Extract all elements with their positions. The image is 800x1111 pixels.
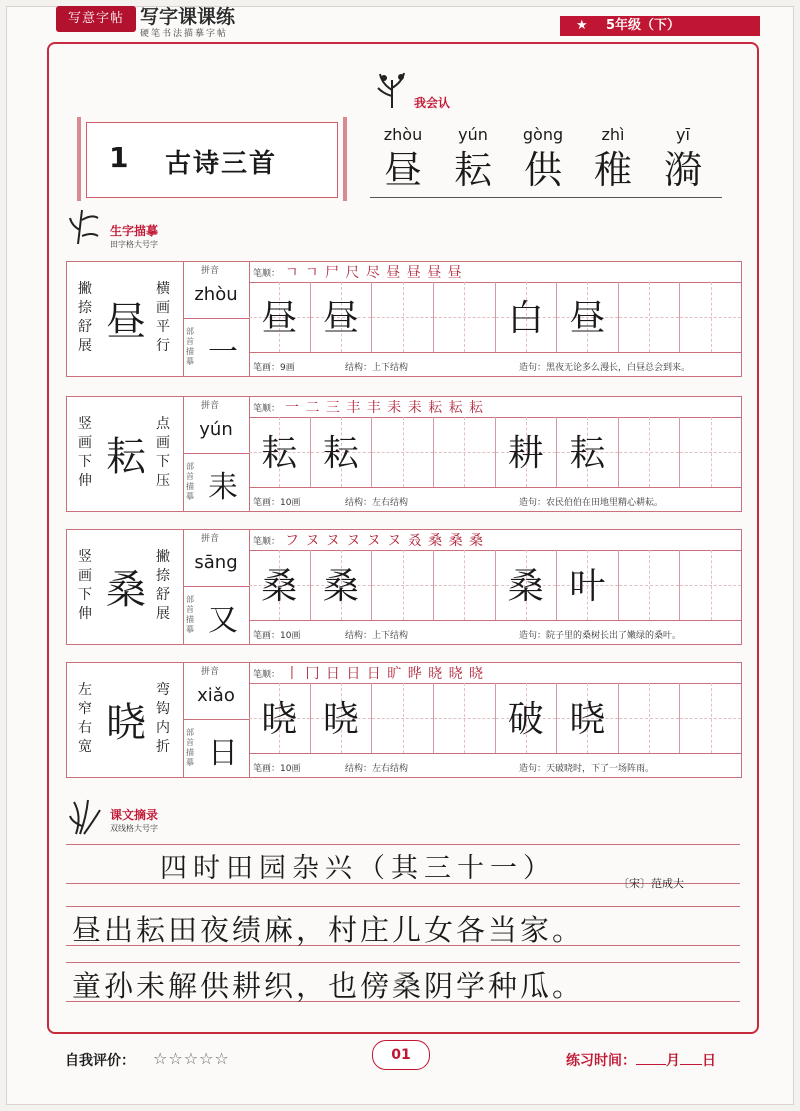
right-tip: 弯钩内折: [156, 682, 170, 755]
poem-author: 〔宋〕范成大: [618, 877, 684, 890]
stroke-tip-col: [67, 530, 184, 644]
radical-value: 耒: [208, 470, 238, 505]
poem-line: 童孙未解供耕织，也傍桑阴学种瓜。: [72, 969, 585, 1003]
rating-stars[interactable]: ☆☆☆☆☆: [153, 1049, 230, 1068]
grid-cell[interactable]: [496, 417, 558, 487]
stroke-order-label: 笔顺：: [253, 670, 281, 680]
poem-line: 昼出耘田夜绩麻，村庄儿女各当家。: [72, 913, 585, 947]
grid-cell[interactable]: [619, 550, 681, 620]
writing-grid: [249, 550, 741, 620]
grid-cell[interactable]: [249, 683, 311, 753]
tracing-sub: 田字格大号字: [110, 240, 158, 249]
trace-char: 叶: [569, 566, 606, 607]
stroke-order-value: 丨 冂 日 日 日 旷 晔 晓 晓 晓: [285, 666, 485, 682]
trace-char: 白: [507, 298, 544, 339]
month-blank[interactable]: [636, 1052, 666, 1065]
lesson-title-box: [86, 122, 338, 198]
stroke-order-label: 笔顺：: [253, 269, 281, 279]
excerpt-sub: 双线格大号字: [110, 824, 158, 833]
stroke-tip-col: [67, 262, 184, 376]
pinyin: zhì: [601, 125, 625, 144]
time-label: 练习时间：: [566, 1053, 636, 1069]
practice-row: [66, 662, 742, 778]
radical-label: 部首描摹: [186, 595, 194, 634]
radical-box: [183, 453, 249, 512]
recognize-item: [510, 125, 576, 191]
star-icon: ★: [576, 18, 588, 33]
stroke-order: [249, 397, 741, 418]
main-char: 昼: [106, 299, 146, 345]
recognize-label: 我会认: [414, 96, 451, 110]
radical-label: 部首描摹: [186, 327, 194, 366]
grid-cell[interactable]: [619, 417, 681, 487]
trace-char: 昼: [569, 298, 606, 339]
right-tip: 横画平行: [156, 281, 170, 354]
grid-cell[interactable]: [249, 282, 311, 352]
grid-cell[interactable]: [372, 417, 434, 487]
grid-cell[interactable]: [557, 550, 619, 620]
recognize-item: [650, 125, 716, 191]
book-title: 写字课课练: [140, 6, 236, 28]
radical-label: 部首描摹: [186, 728, 194, 767]
example-sentence: 造句：院子里的桑树长出了嫩绿的桑叶。: [519, 631, 682, 641]
trace-char: 桑: [261, 566, 298, 607]
hanzi: 漪: [663, 148, 702, 192]
plant-icon: [68, 796, 104, 836]
char-info: [249, 753, 741, 778]
stroke-order: [249, 530, 741, 551]
structure: 结构：左右结构: [345, 498, 409, 508]
left-tip: 左窄右宽: [78, 682, 92, 755]
char-info: [249, 487, 741, 512]
grid-cell[interactable]: [557, 683, 619, 753]
grid-cell[interactable]: [557, 417, 619, 487]
main-char: 晓: [106, 700, 146, 746]
writing-grid: [249, 417, 741, 487]
grid-cell[interactable]: [496, 683, 558, 753]
grid-cell[interactable]: [680, 683, 741, 753]
trace-char: 昼: [322, 298, 359, 339]
grid-cell[interactable]: [372, 550, 434, 620]
right-tip: 撇捺舒展: [156, 549, 170, 622]
example-sentence: 造句：黑夜无论多么漫长，白昼总会到来。: [519, 363, 691, 373]
practice-row: [66, 529, 742, 645]
practice-row: [66, 261, 742, 377]
grid-cell[interactable]: [434, 550, 496, 620]
grid-cell[interactable]: [680, 417, 741, 487]
trace-char: 耘: [322, 433, 359, 474]
example-sentence: 造句：农民伯伯在田地里精心耕耘。: [519, 498, 664, 508]
stroke-count: 笔画：9画: [253, 363, 295, 373]
left-tip: 竖画下伸: [78, 549, 92, 622]
pinyin-label: 拼音: [201, 266, 220, 276]
recognize-chars: [370, 125, 722, 198]
recognize-item: [370, 125, 436, 191]
radical-box: [183, 586, 249, 645]
grid-cell[interactable]: [311, 282, 373, 352]
pinyin-col: [183, 397, 250, 511]
grid-cell[interactable]: [249, 417, 311, 487]
stroke-tip-col: [67, 397, 184, 511]
stroke-order-value: 一 二 三 丰 丰 耒 耒 耘 耘 耘: [285, 400, 485, 416]
stroke-order: [249, 262, 741, 283]
grid-cell[interactable]: [434, 417, 496, 487]
writing-grid: [249, 683, 741, 753]
self-eval-label: 自我评价：: [65, 1053, 135, 1069]
main-char: 耘: [106, 434, 146, 480]
stroke-order-label: 笔顺：: [253, 404, 281, 414]
trace-char: 晓: [569, 699, 606, 740]
radical-label: 部首描摹: [186, 462, 194, 501]
grid-cell[interactable]: [496, 550, 558, 620]
grid-cell[interactable]: [434, 282, 496, 352]
recognize-item: [440, 125, 506, 191]
stroke-order-value: ㄱ ㄱ 尸 尺 尽 昼 昼 昼 昼: [285, 265, 463, 281]
structure: 结构：上下结构: [345, 631, 409, 641]
stroke-count: 笔画：10画: [253, 764, 301, 774]
plant-icon: [374, 70, 410, 110]
trace-char: 桑: [322, 566, 359, 607]
month-label: 月: [666, 1053, 680, 1069]
grid-cell[interactable]: [311, 417, 373, 487]
radical-value: 又: [208, 603, 238, 638]
structure: 结构：上下结构: [345, 363, 409, 373]
grid-cell[interactable]: [496, 282, 558, 352]
hanzi: 供: [523, 148, 562, 192]
pinyin-value: sāng: [194, 552, 238, 573]
poem-title: 四时田园杂兴（其三十一）: [160, 853, 556, 884]
practice-time: [566, 1050, 716, 1070]
brand-logo: 写意字帖: [56, 6, 136, 32]
char-info: [249, 352, 741, 377]
trace-char: 昼: [261, 298, 298, 339]
plant-icon: [68, 206, 104, 246]
char-info: [249, 620, 741, 645]
grid-cell[interactable]: [434, 683, 496, 753]
pinyin-value: xiǎo: [197, 685, 235, 706]
grid-cell[interactable]: [619, 282, 681, 352]
pinyin-col: [183, 663, 250, 777]
grid-cell[interactable]: [372, 683, 434, 753]
left-tip: 竖画下伸: [78, 416, 92, 489]
pinyin-label: 拼音: [201, 401, 220, 411]
trace-char: 晓: [322, 699, 359, 740]
main-char: 桑: [106, 567, 146, 613]
grid-cell[interactable]: [249, 550, 311, 620]
radical-box: [183, 318, 249, 377]
lesson-number: 1: [109, 141, 129, 174]
radical-value: 日: [208, 736, 238, 771]
stroke-tip-col: [67, 663, 184, 777]
stroke-count: 笔画：10画: [253, 498, 301, 508]
pinyin-col: [183, 530, 250, 644]
grid-cell[interactable]: [557, 282, 619, 352]
recognize-item: [580, 125, 646, 191]
book-subtitle: 硬笔书法描摹字帖: [140, 29, 229, 39]
pinyin: gòng: [522, 125, 564, 144]
pinyin-label: 拼音: [201, 534, 220, 544]
hanzi: 稚: [593, 148, 632, 192]
trace-char: 耕: [507, 433, 544, 474]
stroke-count: 笔画：10画: [253, 631, 301, 641]
pinyin: yī: [676, 125, 690, 144]
pinyin-label: 拼音: [201, 667, 220, 677]
pinyin-value: yún: [199, 419, 233, 440]
pinyin: zhòu: [383, 125, 423, 144]
example-sentence: 造句：天破晓时，下了一场阵雨。: [519, 764, 655, 774]
structure: 结构：左右结构: [345, 764, 409, 774]
grade-banner: [560, 16, 760, 36]
trace-char: 晓: [261, 699, 298, 740]
radical-value: 一: [208, 335, 238, 370]
stroke-order-label: 笔顺：: [253, 537, 281, 547]
grid-cell[interactable]: [372, 282, 434, 352]
day-blank[interactable]: [680, 1052, 702, 1065]
pinyin-col: [183, 262, 250, 376]
stroke-order: [249, 663, 741, 684]
left-tip: 撇捺舒展: [78, 281, 92, 354]
writing-grid: [249, 282, 741, 352]
grid-cell[interactable]: [680, 282, 741, 352]
right-tip: 点画下压: [156, 416, 170, 489]
trace-char: 桑: [507, 566, 544, 607]
practice-row: [66, 396, 742, 512]
tracing-label: 生字描摹: [110, 224, 159, 238]
pinyin-value: zhòu: [194, 284, 238, 305]
trace-char: 耘: [569, 433, 606, 474]
grid-cell[interactable]: [311, 550, 373, 620]
hanzi: 耘: [453, 148, 492, 192]
grid-cell[interactable]: [619, 683, 681, 753]
excerpt-label: 课文摘录: [110, 808, 159, 822]
trace-char: 破: [507, 699, 544, 740]
page-number: 01: [372, 1040, 430, 1070]
radical-box: [183, 719, 249, 778]
grade-label: 5年级（下）: [606, 18, 681, 33]
grid-cell[interactable]: [311, 683, 373, 753]
trace-char: 耘: [261, 433, 298, 474]
stroke-order-value: フ ヌ ヌ ヌ ヌ ヌ 叒 桑 桑 桑: [285, 533, 485, 549]
grid-cell[interactable]: [680, 550, 741, 620]
hanzi: 昼: [383, 148, 422, 192]
day-label: 日: [702, 1053, 716, 1069]
lesson-name: 古诗三首: [165, 149, 278, 179]
pinyin: yún: [458, 125, 488, 144]
